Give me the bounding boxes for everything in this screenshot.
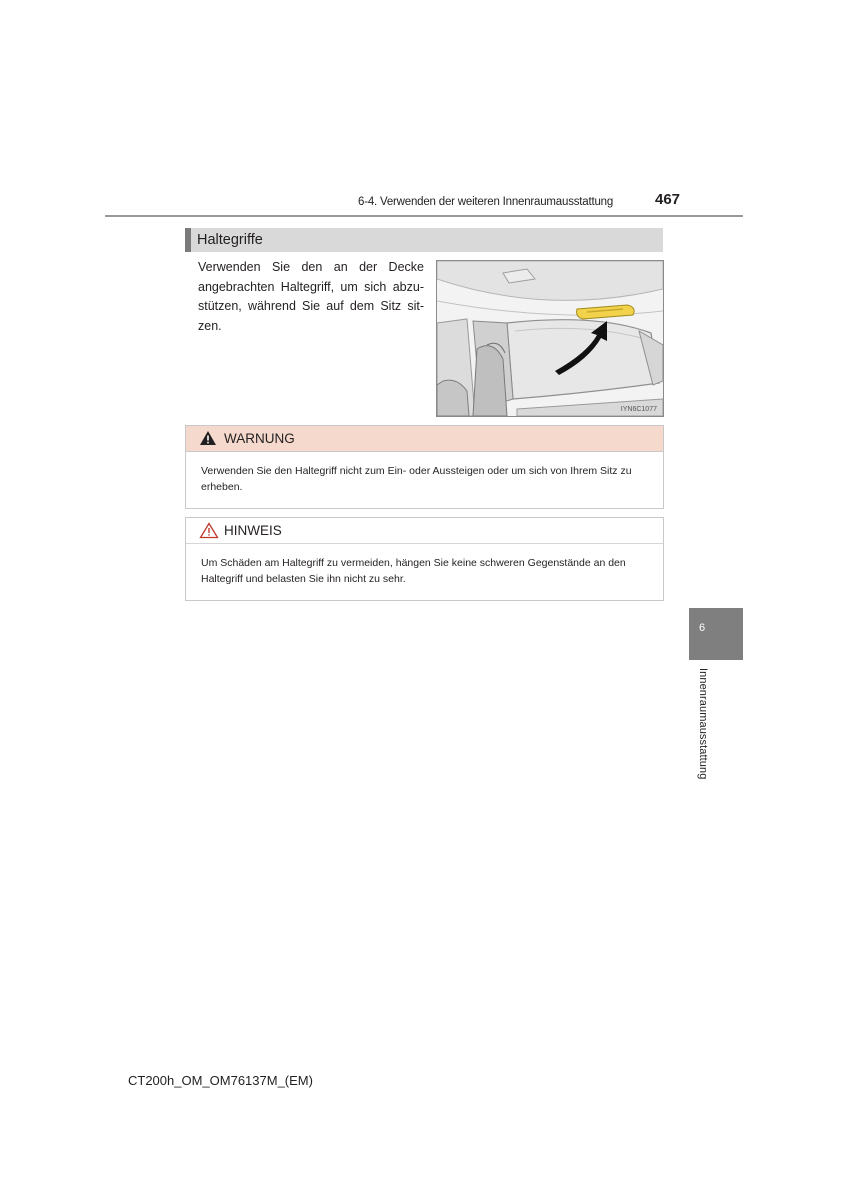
footer-doc-id: CT200h_OM_OM76137M_(EM) [128, 1073, 313, 1088]
notice-title: HINWEIS [224, 523, 282, 538]
running-header-section: 6-4. Verwenden der weiteren Innenraumausstattung [358, 196, 614, 208]
notice-text: Um Schäden am Haltegriff zu vermeiden, hängen Sie keine schweren Gegenstände an den Haltegriff und belasten Sie ihn nicht zu sehr. [201, 557, 626, 585]
chapter-tab [689, 608, 743, 660]
notice-box [185, 517, 664, 601]
warning-header [186, 426, 663, 452]
body-paragraph: Verwenden Sie den an der Decke angebrachten Haltegriff, um sich abzu-stützen, während Sie auf dem Sitz sit-zen. [198, 260, 424, 333]
notice-header [186, 518, 663, 544]
warning-box [185, 425, 664, 509]
section-heading-bar [185, 228, 663, 252]
notice-triangle-icon [199, 522, 219, 539]
warning-title: WARNUNG [224, 431, 295, 446]
section-title: Haltegriffe [197, 232, 263, 248]
illustration-grab-handle [436, 260, 664, 417]
warning-text: Verwenden Sie den Haltegriff nicht zum Ein- oder Aussteigen oder um sich von Ihrem Sitz zu erheben. [201, 465, 632, 493]
page-number: 467 [655, 191, 681, 208]
chapter-number: 6 [699, 622, 706, 634]
chapter-label: Innenraumausstattung [697, 668, 709, 780]
car-interior-drawing [437, 261, 663, 416]
section-heading-accent [185, 228, 191, 252]
figure-code: IYN6C1077 [620, 406, 657, 413]
warning-triangle-icon [199, 430, 217, 446]
header-divider [105, 215, 743, 217]
